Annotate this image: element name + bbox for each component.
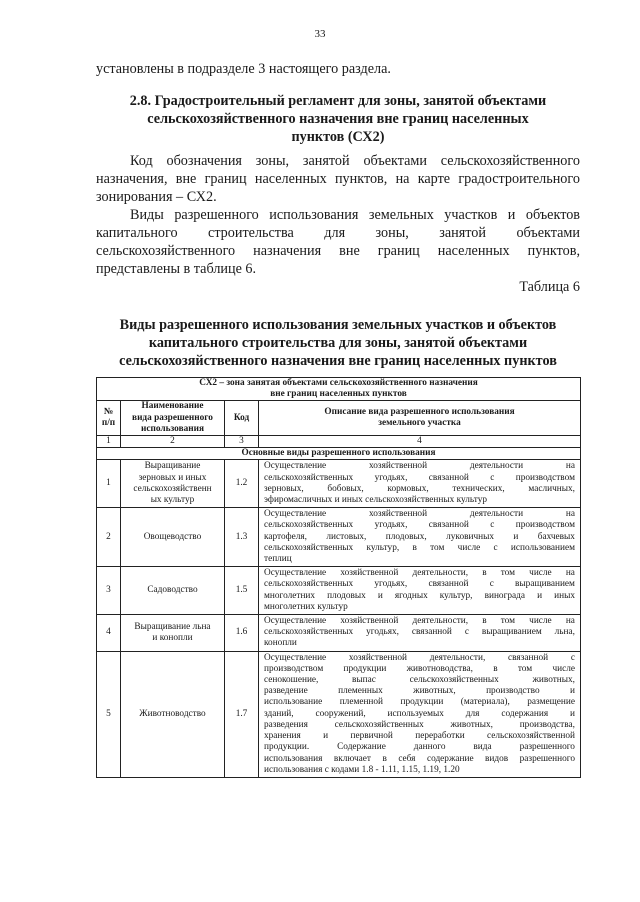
row-description-line [264,675,575,686]
word: объектами [363,153,427,169]
word: производством [515,472,575,483]
row-description-line [264,616,575,627]
word: с [490,520,495,531]
row-description-line [264,461,575,472]
word: разрешенного [519,742,575,753]
word: сенокошение, [264,675,319,686]
word: племенных [338,686,383,697]
row-description-line [264,579,575,590]
table-title-line: капитального строительства для зоны, занятой объектами [148,335,528,351]
word: деятельности, [412,568,469,579]
word: первичной [350,731,393,742]
word: Осуществление [264,568,327,579]
row-description [259,567,581,615]
row-code: 1.7 [225,651,259,777]
word: сооружений, [315,708,366,719]
word: зоны, [255,153,290,169]
section-heading-line: пунктов (СХ2) [291,129,385,145]
table-group-row [97,448,581,460]
word: данного [413,742,446,753]
word: ягодных [394,590,428,601]
column-number: 3 [225,436,259,448]
word: деятельности, [412,616,469,627]
row-description-line [264,532,575,543]
table-title-line: Виды разрешенного использования земельных участков и объектов [119,317,557,333]
word: хозяйственной [340,616,399,627]
word: Содержание [337,742,386,753]
word: сельскохозяйственных [264,520,354,531]
word: для [465,708,480,719]
row-use-name [121,651,225,777]
row-description [259,615,581,652]
word: с [570,652,575,663]
word: Осуществление [264,616,327,627]
word: включает [333,753,371,764]
word: в [482,568,487,579]
word: сельскохозяйственной [487,731,575,742]
table-caption: Таблица 6 [519,279,580,295]
word: использования [269,207,359,223]
section-heading-line: сельскохозяйственного назначения вне границ населенных [147,111,529,127]
word: хозяйственной [348,652,408,663]
word: разведение [264,686,308,697]
word: назначения [253,243,322,259]
row-description-line [264,731,575,742]
word: содержание [426,753,474,764]
table-zone-title-row [97,378,581,401]
word: связанной [428,472,469,483]
row-number: 4 [97,615,121,652]
word: участков [444,207,498,223]
row-description-line: теплиц [264,554,292,565]
row-description-line [264,543,575,554]
row-description-line [264,627,575,638]
word: на [395,171,410,187]
word: размещение [527,697,575,708]
paragraph-line [96,224,580,242]
header-description: Описание вида разрешенного использования земельного участка [259,401,581,436]
row-use-name-line: зерновых и иных [138,472,207,483]
word: карте [417,171,451,187]
paragraph-permitted-uses [96,206,580,278]
word: с [464,627,469,638]
row-use-name-line: Выращивание [144,461,201,472]
table-row [97,567,581,615]
word: угодьях, [374,520,408,531]
word: и [537,590,543,601]
row-description [259,460,581,508]
permitted-uses-table [96,377,581,778]
word: видов [485,753,509,764]
word: Осуществление [264,509,327,520]
word: переработки [415,731,465,742]
word: производство [486,686,540,697]
row-description-line [264,720,575,731]
word: луковичных [446,531,495,542]
word: числе [529,616,552,627]
table-row [97,651,581,777]
word: культур, [439,590,473,601]
row-use-name-line: и конопли [152,632,193,643]
paragraph-line: представлены в таблице 6. [96,261,257,277]
word: на [565,616,575,627]
row-use-name [121,508,225,567]
word: хозяйственной [340,568,399,579]
word: обозначения [166,153,242,169]
paragraph-zone-code [96,152,580,206]
word: сельскохозяйственных [334,719,424,730]
word: зоны, [375,225,409,241]
word: сельскохозяйственного [96,243,236,259]
word: объектами [516,225,580,241]
word: производства, [519,719,575,730]
word: использованием [510,542,575,553]
header-num: № п/п [97,401,121,436]
word: и [513,531,519,542]
word: использования [264,753,323,764]
word: зерновых, [264,483,304,494]
row-description-line [264,484,575,495]
word: использование [264,697,323,708]
row-number: 1 [97,460,121,508]
word: числе [529,568,552,579]
row-description-line [264,520,575,531]
paragraph-line [96,170,580,188]
word: иных [554,590,575,601]
word: содержания [501,708,549,719]
word: плодовых [327,590,366,601]
word: пунктов, [334,171,388,187]
paragraph-line [96,152,580,170]
word: строительства [208,225,294,241]
word: (материала), [460,697,510,708]
row-use-name [121,615,225,652]
row-description-line [264,591,575,602]
row-description [259,508,581,567]
word: льна, [554,627,575,638]
word: на [565,461,575,472]
table-column-numbers-row [97,436,581,448]
row-description-line [264,653,575,664]
section-heading-line: 2.8. Градостроительный регламент для зоны, занятой объектами [129,93,547,109]
word: производством [264,663,324,674]
word: угодьях, [374,472,408,483]
row-description-line [264,686,575,697]
word: земельных [368,207,434,223]
row-use-name-line: ых культур [150,495,195,506]
row-code: 1.6 [225,615,259,652]
word: Осуществление [264,652,327,663]
word: продукции [400,697,444,708]
word: занятой [302,153,350,169]
word: числе [552,663,575,674]
word: хозяйственной [368,509,428,520]
word: и [570,708,575,719]
word: на [565,509,575,520]
row-description-line [264,697,575,708]
word: сельскохозяйственных [264,542,354,553]
row-description [259,651,581,777]
word: масличных, [528,483,575,494]
row-number: 3 [97,567,121,615]
word: том [430,542,445,553]
word: плодовых, [385,531,427,542]
table-title [90,316,586,370]
table-body [97,460,581,777]
table-row [97,508,581,567]
row-description-line: использования с кодами 1.8 - 1.11, 1.15, 1.19, 1.20 [264,764,460,775]
word: листовых, [326,531,367,542]
word: и [323,731,329,742]
word: сельскохозяйственных [409,675,499,686]
word: связанной [508,652,549,663]
word: себя [398,753,416,764]
word: населенных [437,243,510,259]
word: продукции. [264,742,310,753]
word: зданий, [264,708,294,719]
word: разрешенного [174,207,259,223]
table-row [97,615,581,652]
row-use-name-line: Выращивание льна [134,621,211,632]
row-use-name-line: сельскохозяйственн [133,483,212,494]
word: используемых [387,708,444,719]
word: на [565,568,575,579]
word: в [382,753,387,764]
word: и [507,207,516,223]
word: деятельности [469,461,524,472]
word: бахчевых [537,531,575,542]
word: племенной [339,697,384,708]
row-description-line: эфиромасличных и иных сельскохозяйственных культур [264,495,487,506]
word: для [324,225,346,241]
column-number: 4 [259,436,581,448]
row-description-line: конопли [264,638,297,649]
column-number: 2 [121,436,225,448]
row-description-line [264,664,575,675]
row-code: 1.5 [225,567,259,615]
word: картофеля, [264,531,308,542]
word: разведения [264,719,308,730]
page-number: 33 [314,28,326,40]
word: в [493,663,498,674]
header-code: Код [225,401,259,436]
word: животных, [532,675,575,686]
word: продукции [343,663,387,674]
word: вне [339,243,360,259]
row-description-line [264,754,575,765]
row-description-line [264,709,575,720]
row-use-name-line: Животноводство [139,708,206,719]
word: назначения, [96,171,168,187]
word: с [493,542,498,553]
row-code: 1.2 [225,460,259,508]
word: животных, [450,719,493,730]
header-name: Наименование вида разрешенного использования [121,401,225,436]
word: том [500,616,516,627]
word: границ [204,171,247,187]
word: пунктов, [527,243,580,259]
word: выращиванием [515,579,575,590]
word: вне [175,171,197,187]
word: границ [377,243,420,259]
word: связанной [411,627,452,638]
word: в [412,542,417,553]
word: деятельности [469,509,524,520]
word: и [377,590,383,601]
row-description-line [264,509,575,520]
word: угодьях, [366,627,399,638]
word: угодьях, [374,579,408,590]
word: хозяйственной [368,461,428,472]
row-use-name [121,460,225,508]
paragraph-line [96,206,580,224]
word: том [500,568,516,579]
word: связанной [428,579,469,590]
paragraph-line: зонирования – СХ2. [96,189,217,205]
word: кормовых, [387,483,429,494]
word: числе [457,542,481,553]
intro-line: установлены в подразделе 3 настоящего раздела. [96,61,391,77]
paragraph-line [96,242,580,260]
word: винограда [484,590,526,601]
word: хранения [264,731,301,742]
word: сельскохозяйственного [440,153,580,169]
word: бобовых, [327,483,364,494]
word: разрешенного [519,753,575,764]
row-description-line [264,568,575,579]
word: выпас [352,675,376,686]
table-row [97,460,581,508]
table-header-row [97,401,581,436]
word: сельскохозяйственных [264,472,354,483]
word: животных, [413,686,456,697]
word: выращиванием [481,627,542,638]
word: объектов [525,207,580,223]
row-use-name-line: Овощеводство [143,531,202,542]
word: капитального [96,225,178,241]
word: производством [515,520,575,531]
word: с [489,579,494,590]
word: Код [130,153,153,169]
row-description-line: многолетних культур [264,601,348,612]
row-use-name [121,567,225,615]
word: вида [473,742,492,753]
table-group-title: Основные виды разрешенного использования [97,448,581,460]
word: связанной [428,520,469,531]
word: с [490,472,495,483]
word: культур, [366,542,400,553]
row-description-line [264,742,575,753]
column-number: 1 [97,436,121,448]
word: том [517,663,533,674]
word: населенных [254,171,327,187]
word: в [482,616,487,627]
word: технических, [452,483,505,494]
word: градостроительного [458,171,580,187]
row-number: 5 [97,651,121,777]
table-zone-title: СХ2 – зона занятая объектами сельскохозяйственного назначения вне границ населенных пунктов [97,378,581,401]
row-use-name-line: Садоводство [147,585,198,596]
word: сельскохозяйственных [264,579,354,590]
row-number: 2 [97,508,121,567]
word: деятельности, [429,652,486,663]
row-description-line [264,473,575,484]
word: и [570,686,575,697]
word: сельскохозяйственных [264,627,354,638]
word: животноводства, [406,663,473,674]
word: Виды [130,207,164,223]
table-title-line: сельскохозяйственного назначения вне границ населенных пунктов [119,353,557,369]
word: многолетних [264,590,316,601]
word: Осуществление [264,461,327,472]
section-heading [90,92,586,146]
row-code: 1.3 [225,508,259,567]
word: занятой [439,225,486,241]
